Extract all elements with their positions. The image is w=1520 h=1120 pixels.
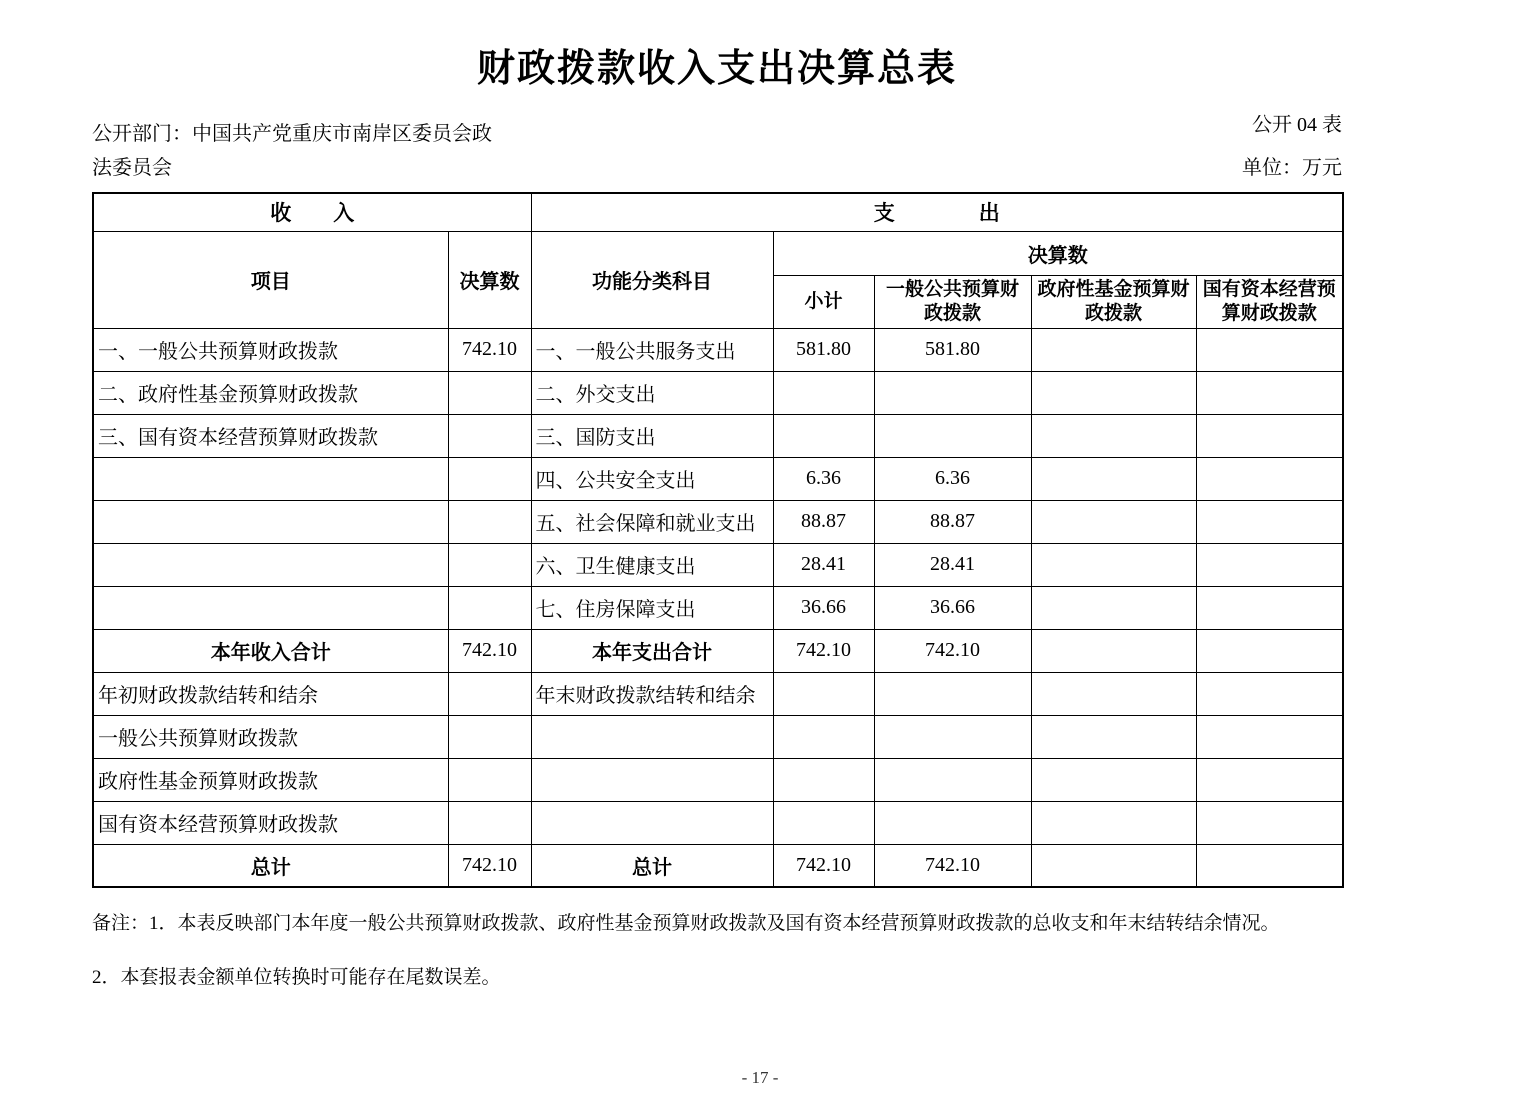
expense-item: 七、住房保障支出 [531, 586, 773, 629]
expense-subtotal: 36.66 [773, 586, 874, 629]
income-amount [448, 457, 531, 500]
expense-gov-fund [1031, 500, 1196, 543]
expense-general-budget: 6.36 [874, 457, 1031, 500]
footnotes [92, 908, 1342, 989]
expense-gov-fund [1031, 801, 1196, 844]
income-amount: 742.10 [448, 328, 531, 371]
expense-general-budget [874, 758, 1031, 801]
expense-state-capital [1196, 672, 1343, 715]
expense-amount-group-header: 决算数 [773, 231, 1343, 275]
expense-total-label: 本年支出合计 [531, 629, 773, 672]
expense-state-capital [1196, 844, 1343, 887]
expense-general-budget [874, 801, 1031, 844]
expense-subtotal: 6.36 [773, 457, 874, 500]
expense-subtotal [773, 715, 874, 758]
expense-gov-fund [1031, 414, 1196, 457]
income-amount [448, 543, 531, 586]
table-row [93, 500, 1343, 543]
expense-state-capital [1196, 586, 1343, 629]
income-amount [448, 586, 531, 629]
expense-state-capital [1196, 500, 1343, 543]
subtotal-column-header: 小计 [773, 275, 874, 328]
table-row [93, 543, 1343, 586]
income-item [93, 457, 448, 500]
expense-general-budget: 581.80 [874, 328, 1031, 371]
income-amount [448, 371, 531, 414]
expense-state-capital [1196, 629, 1343, 672]
expense-state-capital [1196, 371, 1343, 414]
income-grand-total-label: 总计 [93, 844, 448, 887]
expense-subtotal [773, 672, 874, 715]
income-item: 年初财政拨款结转和结余 [93, 672, 448, 715]
table-row [93, 586, 1343, 629]
table-row [93, 758, 1343, 801]
expense-gov-fund [1031, 758, 1196, 801]
expense-item: 三、国防支出 [531, 414, 773, 457]
publishing-department-line2: 法委员会 [92, 156, 172, 179]
income-section-header: 收 入 [93, 193, 531, 232]
expense-subtotal: 742.10 [773, 629, 874, 672]
expense-general-budget: 742.10 [874, 629, 1031, 672]
expense-gov-fund [1031, 543, 1196, 586]
expense-general-budget: 28.41 [874, 543, 1031, 586]
expense-item [531, 801, 773, 844]
income-item [93, 543, 448, 586]
expense-subtotal [773, 414, 874, 457]
income-amount-column-header: 决算数 [448, 231, 531, 328]
section-header-row [93, 193, 1343, 232]
income-amount [448, 672, 531, 715]
expense-state-capital [1196, 328, 1343, 371]
income-amount: 742.10 [448, 844, 531, 887]
expense-item: 年末财政拨款结转和结余 [531, 672, 773, 715]
table-row [93, 801, 1343, 844]
expense-general-budget [874, 414, 1031, 457]
fiscal-appropriation-table [92, 192, 1344, 889]
expense-general-budget: 742.10 [874, 844, 1031, 887]
income-total-label: 本年收入合计 [93, 629, 448, 672]
expense-grand-total-label: 总计 [531, 844, 773, 887]
income-item: 一般公共预算财政拨款 [93, 715, 448, 758]
income-item: 国有资本经营预算财政拨款 [93, 801, 448, 844]
expense-state-capital [1196, 801, 1343, 844]
expense-gov-fund [1031, 371, 1196, 414]
income-amount [448, 758, 531, 801]
table-row [93, 672, 1343, 715]
expense-subtotal [773, 371, 874, 414]
expense-general-budget: 88.87 [874, 500, 1031, 543]
income-amount [448, 500, 531, 543]
table-row [93, 715, 1343, 758]
expense-item: 二、外交支出 [531, 371, 773, 414]
expense-state-capital [1196, 543, 1343, 586]
expense-item: 五、社会保障和就业支出 [531, 500, 773, 543]
state-capital-column-header: 国有资本经营预算财政拨款 [1196, 275, 1343, 328]
table-row [93, 371, 1343, 414]
general-budget-column-header: 一般公共预算财政拨款 [874, 275, 1031, 328]
function-category-column-header: 功能分类科目 [531, 231, 773, 328]
table-code: 公开 04 表 [1252, 113, 1342, 136]
expense-gov-fund [1031, 328, 1196, 371]
expense-state-capital [1196, 715, 1343, 758]
expense-subtotal: 88.87 [773, 500, 874, 543]
income-amount [448, 414, 531, 457]
expense-gov-fund [1031, 672, 1196, 715]
unit-label: 单位：万元 [1242, 156, 1342, 179]
expense-subtotal [773, 801, 874, 844]
note-1: 备注：1．本表反映部门本年度一般公共预算财政拨款、政府性基金预算财政拨款及国有资本经营预算财政拨款的总收支和年末结转结余情况。 [92, 913, 1280, 934]
expense-subtotal: 742.10 [773, 844, 874, 887]
header-meta [92, 104, 1342, 190]
expense-subtotal [773, 758, 874, 801]
expense-general-budget [874, 672, 1031, 715]
column-header-row-1 [93, 231, 1343, 275]
expense-gov-fund [1031, 586, 1196, 629]
income-item [93, 500, 448, 543]
expense-item: 四、公共安全支出 [531, 457, 773, 500]
expense-state-capital [1196, 758, 1343, 801]
page-title: 财政拨款收入支出决算总表 [476, 48, 957, 90]
table-row [93, 414, 1343, 457]
expense-general-budget [874, 371, 1031, 414]
gov-fund-column-header: 政府性基金预算财政拨款 [1031, 275, 1196, 328]
document-page [92, 46, 1342, 989]
expense-item [531, 758, 773, 801]
expense-general-budget: 36.66 [874, 586, 1031, 629]
table-row [93, 328, 1343, 371]
income-item: 政府性基金预算财政拨款 [93, 758, 448, 801]
expense-gov-fund [1031, 457, 1196, 500]
table-row [93, 457, 1343, 500]
income-amount: 742.10 [448, 629, 531, 672]
page-number: - 17 - [741, 1068, 779, 1087]
expense-general-budget [874, 715, 1031, 758]
publishing-department [92, 104, 492, 185]
expense-item [531, 715, 773, 758]
expense-gov-fund [1031, 629, 1196, 672]
publishing-department-line1: 公开部门：中国共产党重庆市南岸区委员会政 [92, 122, 492, 145]
note-2: 2．本套报表金额单位转换时可能存在尾数误差。 [92, 967, 501, 988]
header-meta-right [1242, 104, 1342, 190]
table-row-grand-total [93, 844, 1343, 887]
expense-item: 六、卫生健康支出 [531, 543, 773, 586]
income-item: 一、一般公共预算财政拨款 [93, 328, 448, 371]
income-item: 三、国有资本经营预算财政拨款 [93, 414, 448, 457]
item-column-header: 项目 [93, 231, 448, 328]
expense-item: 一、一般公共服务支出 [531, 328, 773, 371]
expense-subtotal: 581.80 [773, 328, 874, 371]
expense-gov-fund [1031, 715, 1196, 758]
income-amount [448, 801, 531, 844]
expense-gov-fund [1031, 844, 1196, 887]
income-item [93, 586, 448, 629]
table-row-income-total [93, 629, 1343, 672]
income-amount [448, 715, 531, 758]
expense-section-header: 支 出 [531, 193, 1343, 232]
expense-state-capital [1196, 457, 1343, 500]
expense-subtotal: 28.41 [773, 543, 874, 586]
expense-state-capital [1196, 414, 1343, 457]
income-item: 二、政府性基金预算财政拨款 [93, 371, 448, 414]
